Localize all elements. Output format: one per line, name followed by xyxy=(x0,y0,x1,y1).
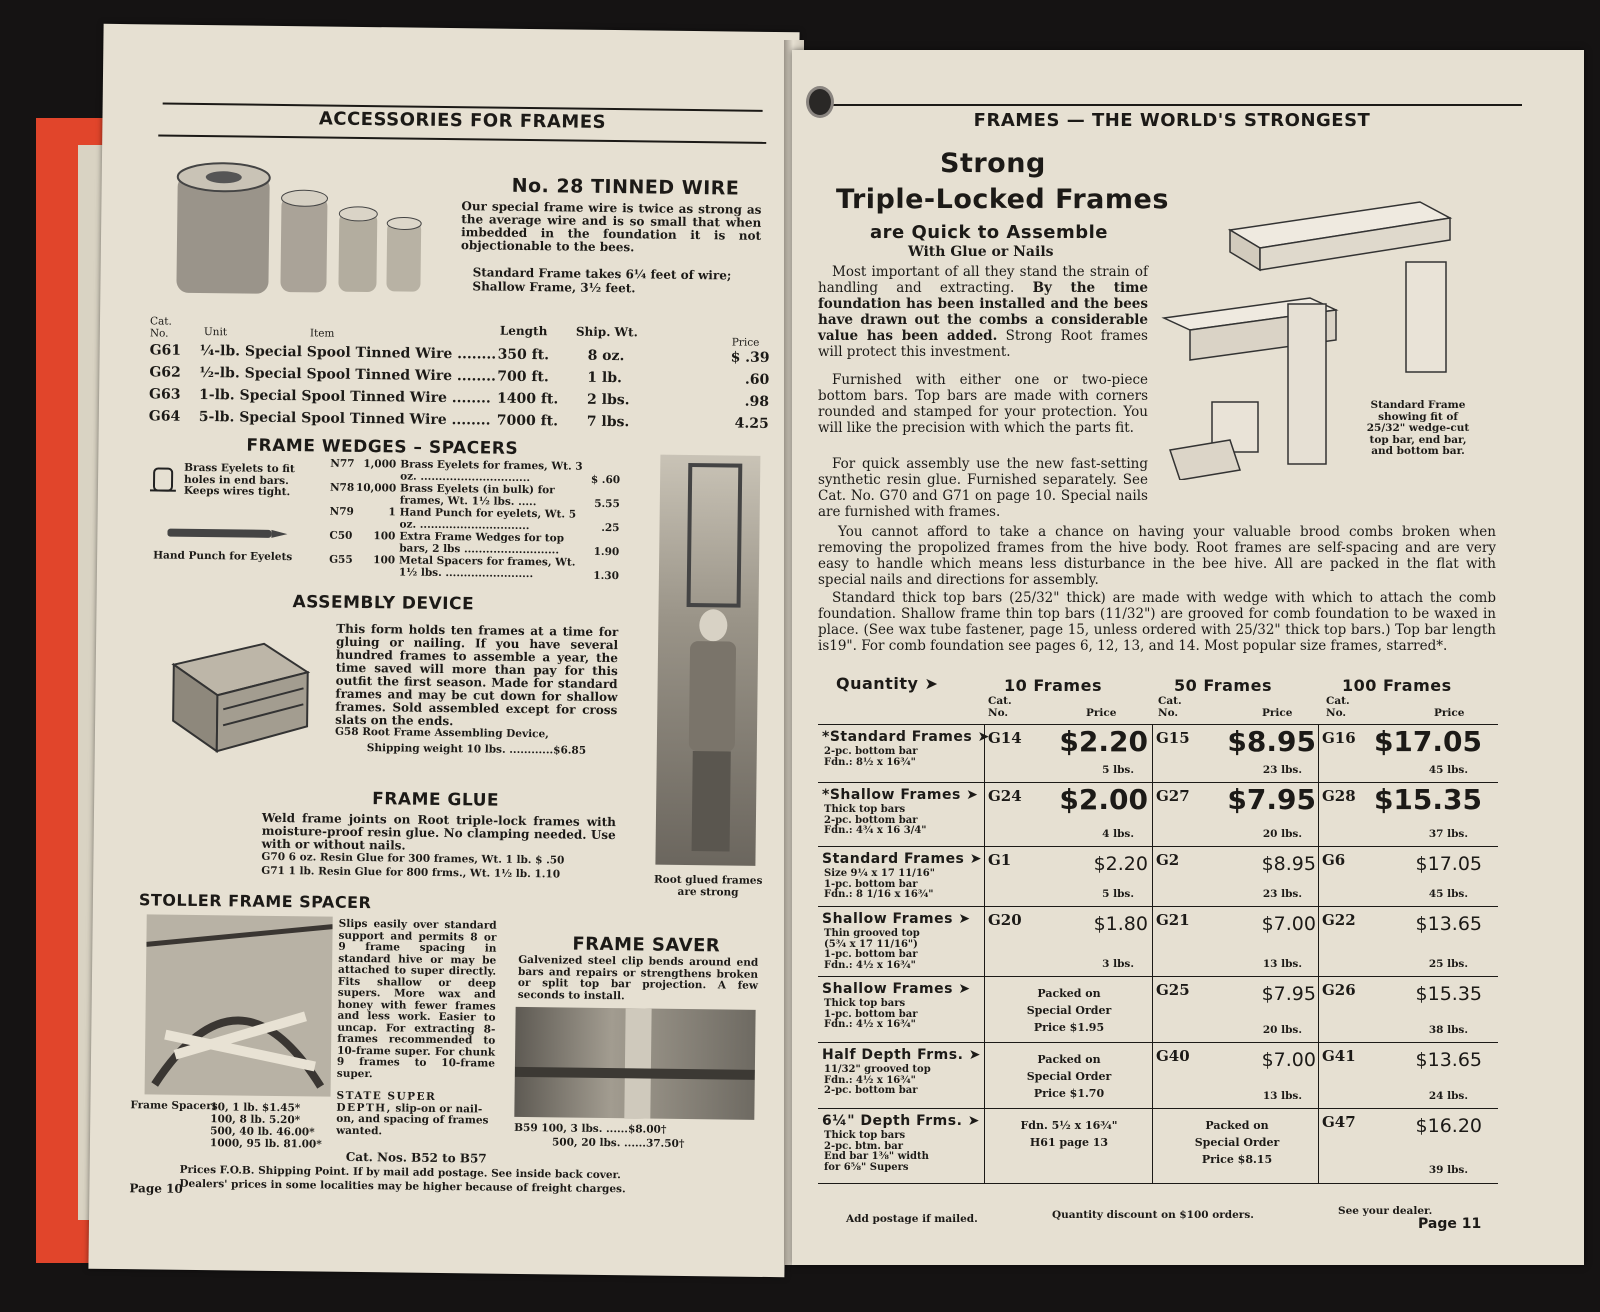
wedge-price: .25 xyxy=(601,521,620,534)
frame-cat-no: G41 xyxy=(1322,1047,1356,1065)
quantity-arrow-icon: ➤ xyxy=(918,674,939,693)
wedge-desc: Hand Punch for eyelets, Wt. 5 oz. .............................. xyxy=(399,506,577,532)
wire-weight: 2 lbs. xyxy=(586,391,630,409)
frame-price: $2.20 xyxy=(1093,853,1148,875)
wedge-desc: Extra Frame Wedges for top bars, 2 lbs .......................... xyxy=(399,530,565,556)
wedge-desc: Metal Spacers for frames, Wt. 1½ lbs. ........................ xyxy=(398,554,576,580)
saver-description: Galvenized steel clip bends around end bars and repairs or strengthens broken or split top bar projection. A few seconds to install. xyxy=(517,953,759,1002)
catno-header-2: Cat. No. xyxy=(1158,695,1182,719)
wire-col-ship: Ship. Wt. xyxy=(575,324,638,340)
wedge-cat: N77 xyxy=(330,457,355,470)
wire-cat: G61 xyxy=(149,342,182,359)
right-title-frames: Triple-Locked Frames xyxy=(836,184,1169,215)
special-order-line: Price $1.70 xyxy=(1033,1087,1105,1100)
glue-title: FRAME GLUE xyxy=(372,789,500,811)
arrow-icon: ➤ xyxy=(952,911,971,927)
special-order-line: Packed on xyxy=(1037,1053,1101,1066)
table-row xyxy=(818,906,1498,977)
stoller-state xyxy=(336,1091,495,1139)
frame-weight: 45 lbs. xyxy=(1428,764,1468,776)
column-divider xyxy=(1318,977,1319,1043)
frame-type-name xyxy=(822,981,971,997)
frame-saver-photo xyxy=(514,1007,755,1120)
frame-spec xyxy=(824,869,935,901)
group-10-frames: 10 Frames xyxy=(1004,676,1102,695)
wire-length: 350 ft. xyxy=(497,346,550,364)
frame-spec xyxy=(824,747,918,768)
frame-weight: 25 lbs. xyxy=(1428,958,1468,970)
frame-price: $15.35 xyxy=(1415,983,1482,1005)
table-row xyxy=(818,976,1498,1043)
spacer-price: 10, 1 lb. $1.45* xyxy=(210,1101,301,1115)
frame-price: $2.00 xyxy=(1059,783,1148,816)
wedge-desc: Brass Eyelets (in bulk) for frames, Wt. 1½ lbs. ..... xyxy=(399,482,555,508)
glue-row-g70: G70 6 oz. Resin Glue for 300 frames, Wt. 1 lb. $ .50 xyxy=(261,850,565,867)
frame-spec xyxy=(824,999,918,1031)
wire-weight: 1 lb. xyxy=(587,369,623,387)
left-page xyxy=(88,24,799,1277)
table-row xyxy=(818,846,1498,907)
special-order-line: Packed on xyxy=(1205,1119,1269,1132)
eyelet-caption: Brass Eyelets to fit holes in end bars. Keeps wires tight. xyxy=(183,461,295,499)
wire-item: 5-lb. Special Spool Tinned Wire ........ xyxy=(198,408,491,429)
column-divider xyxy=(1152,907,1153,977)
wedge-cat: G55 xyxy=(329,553,353,566)
frame-cat-no: G22 xyxy=(1322,911,1356,929)
special-order-line: H61 page 13 xyxy=(1029,1136,1109,1149)
assembly-description: This form holds ten frames at a time for gluing or nailing. If you have several hundred frames to assemble a year, the time saved will more than pay for this outfit the first season. Made for standard frames and may be cut down for shallow frames. Sold assembled except for cross slats on the ends. xyxy=(335,621,619,729)
price-header-2: Price xyxy=(1262,707,1293,719)
wire-price: .60 xyxy=(744,371,770,388)
frame-weight: 13 lbs. xyxy=(1262,1090,1302,1102)
assembly-cat-line1: G58 Root Frame Assembling Device, xyxy=(334,725,549,741)
spacer-label: Frame Spacers xyxy=(130,1099,218,1113)
right-para-2: Furnished with either one or two-piece bottom bars. Top bars are made with corners rounded and stamped for your protection. You will like the precision with which the parts fit. xyxy=(818,372,1148,436)
frame-type-label: *Shallow Frames xyxy=(822,787,961,803)
wedge-cat: N78 xyxy=(329,481,355,494)
left-header: ACCESSORIES FOR FRAMES xyxy=(318,108,607,133)
frame-cat-no: G21 xyxy=(1156,911,1190,929)
frame-cat-no: G2 xyxy=(1156,851,1180,869)
arrow-icon: ➤ xyxy=(972,729,990,745)
hand-punch-icon xyxy=(167,525,287,542)
right-page-number: Page 11 xyxy=(1418,1216,1482,1232)
frame-cat-no: G40 xyxy=(1156,1047,1190,1065)
right-header: FRAMES — THE WORLD'S STRONGEST xyxy=(973,110,1371,131)
frame-spec-line: for 6⅝" Supers xyxy=(824,1161,909,1173)
price-header-1: Price xyxy=(1086,707,1117,719)
stoller-state-label: STATE SUPER DEPTH, xyxy=(336,1089,437,1114)
special-order-note xyxy=(1156,1117,1318,1168)
frame-type-name xyxy=(822,729,990,745)
wire-note-standard: Standard Frame takes 6¼ feet of wire; xyxy=(472,265,732,283)
assembly-device-image xyxy=(163,625,315,757)
para1-b: By the time foundation has been installed and the bees have drawn out the combs a considerable value has been added. xyxy=(818,280,1148,344)
wire-col-catno: Cat. No. xyxy=(149,315,172,340)
wire-price: $ .39 xyxy=(730,349,770,366)
column-divider xyxy=(1318,783,1319,847)
frame-weight: 5 lbs. xyxy=(1102,764,1134,776)
frame-price: $13.65 xyxy=(1415,1049,1482,1071)
frame-price: $13.65 xyxy=(1415,913,1482,935)
binding-hole xyxy=(806,86,834,118)
frame-cat-no: G27 xyxy=(1156,787,1190,805)
special-order-line: Price $1.95 xyxy=(1033,1021,1105,1034)
frame-price: $7.00 xyxy=(1261,1049,1316,1071)
frame-weight: 20 lbs. xyxy=(1262,828,1302,840)
wire-cat: G63 xyxy=(149,386,181,403)
wedge-desc: Brass Eyelets for frames, Wt. 3 oz. .............................. xyxy=(400,458,583,484)
frame-weight: 20 lbs. xyxy=(1262,1024,1302,1036)
frame-type-label: 6¼" Depth Frms. xyxy=(822,1113,963,1129)
special-order-note xyxy=(988,985,1150,1036)
right-title-glue: With Glue or Nails xyxy=(908,244,1054,260)
column-divider xyxy=(984,1043,985,1109)
saver-row-500: 500, 20 lbs. ......37.50† xyxy=(551,1136,685,1150)
frame-cat-no: G24 xyxy=(988,787,1022,805)
punch-caption: Hand Punch for Eyelets xyxy=(153,549,293,564)
frame-spec xyxy=(824,805,927,837)
table-row xyxy=(329,555,619,583)
frame-type-label: Shallow Frames xyxy=(822,981,953,997)
wire-cat: G62 xyxy=(149,364,181,381)
table-row xyxy=(818,724,1498,783)
footer-dealer: See your dealer. xyxy=(1338,1205,1433,1217)
frame-type-label: Shallow Frames xyxy=(822,911,953,927)
frame-spec-line: Fdn.: 4¾ x 16 3/4" xyxy=(824,825,927,836)
frame-weight: 39 lbs. xyxy=(1428,1164,1468,1176)
special-order-note xyxy=(988,1117,1150,1151)
eyelet-icon xyxy=(150,464,176,494)
wedge-price: 1.90 xyxy=(593,545,620,558)
arrow-icon: ➤ xyxy=(964,851,983,867)
column-divider xyxy=(984,725,985,783)
table-row xyxy=(818,1108,1498,1184)
glue-row-g71: G71 1 lb. Resin Glue for 800 frms., Wt. 1½ lb. 1.10 xyxy=(261,864,561,881)
frame-spec-line: Fdn.: 8½ x 16¾" xyxy=(824,756,916,768)
column-divider xyxy=(984,977,985,1043)
right-para-1 xyxy=(818,264,1148,360)
left-page-number: Page 10 xyxy=(129,1181,183,1196)
table-row xyxy=(330,483,620,511)
table-body xyxy=(818,724,1498,1244)
frame-cat-no: G25 xyxy=(1156,981,1190,999)
frame-cat-no: G20 xyxy=(988,911,1022,929)
frame-spec-line: (5¾ x 17 11/16") xyxy=(824,938,918,950)
quantity-text: Quantity xyxy=(836,674,919,693)
column-divider xyxy=(1318,1109,1319,1183)
frame-spacer-photo xyxy=(145,914,333,1096)
wedge-qty: 100 xyxy=(373,554,396,567)
frame-type-label: Standard Frames xyxy=(822,851,965,867)
wire-weight: 7 lbs. xyxy=(586,413,630,431)
frame-cat-no: G15 xyxy=(1156,729,1190,747)
frame-weight: 24 lbs. xyxy=(1428,1090,1468,1102)
frame-spec-line: End bar 1⅜" width xyxy=(824,1151,929,1162)
frame-weight: 23 lbs. xyxy=(1262,764,1302,776)
frame-weight: 4 lbs. xyxy=(1102,828,1134,840)
frame-type-name xyxy=(822,851,982,867)
stoller-description: Slips easily over standard support and permits 8 or 9 frame spacing in standard hive or may be attached to super directly. Fits shallow or deep supers. More wax and honey with fewer frames and less work. Easier to uncap. For extracting 8-frames recommended to 10-frame super. For chunk 9 frames to 10-frame super. xyxy=(336,917,497,1080)
frame-type-label: *Standard Frames xyxy=(822,729,973,745)
frame-spec-line: Fdn.: 4½ x 16¾" xyxy=(824,1074,916,1086)
right-page xyxy=(792,50,1584,1265)
frame-weight: 23 lbs. xyxy=(1262,888,1302,900)
frame-price: $1.80 xyxy=(1093,913,1148,935)
frame-weight: 3 lbs. xyxy=(1102,958,1134,970)
frame-spec-line: Fdn.: 4½ x 16¾" xyxy=(824,959,916,971)
wedge-qty: 1,000 xyxy=(363,458,397,471)
frame-cat-no: G47 xyxy=(1322,1113,1356,1131)
frame-price: $2.20 xyxy=(1059,725,1148,758)
special-order-line: Special Order xyxy=(1026,1004,1112,1017)
arrow-icon: ➤ xyxy=(952,981,971,997)
right-title-quick: are Quick to Assemble xyxy=(870,222,1109,243)
frame-weight: 13 lbs. xyxy=(1262,958,1302,970)
wire-length: 700 ft. xyxy=(497,368,549,386)
column-divider xyxy=(1152,783,1153,847)
wedge-price: $ .60 xyxy=(590,473,621,486)
footer-dealers: Dealers' prices in some localities may be higher because of freight charges. xyxy=(179,1177,626,1196)
wire-note-shallow: Shallow Frame, 3½ feet. xyxy=(472,279,636,296)
special-order-line: Price $8.15 xyxy=(1201,1153,1273,1166)
wire-item: ½-lb. Special Spool Tinned Wire ........ xyxy=(199,364,497,385)
wire-title: No. 28 TINNED WIRE xyxy=(511,174,740,200)
table-row xyxy=(818,1042,1498,1109)
stoller-title: STOLLER FRAME SPACER xyxy=(138,890,372,913)
special-order-note xyxy=(988,1051,1150,1102)
wedge-price: 1.30 xyxy=(593,569,620,582)
frame-spec-line: 1-pc. bottom bar xyxy=(824,1008,918,1020)
glued-frame-caption: Root glued frames are strong xyxy=(653,873,763,899)
group-50-frames: 50 Frames xyxy=(1174,676,1272,695)
wedge-qty: 100 xyxy=(373,530,396,543)
wire-table xyxy=(149,342,770,438)
column-divider xyxy=(1318,847,1319,907)
arrow-icon: ➤ xyxy=(962,1113,980,1129)
spacer-prices xyxy=(210,1101,322,1150)
frame-spec-line: 11/32" grooved top xyxy=(824,1064,931,1075)
spacer-price: 1000, 95 lb. 81.00* xyxy=(209,1137,322,1151)
column-divider xyxy=(1318,907,1319,977)
frame-spec-line: 2-pc. btm. bar xyxy=(824,1140,904,1152)
header-rule-bottom xyxy=(158,134,766,143)
special-order-line: Special Order xyxy=(1194,1136,1280,1149)
wire-spools-image xyxy=(168,155,430,308)
column-divider xyxy=(1152,977,1153,1043)
frame-type-label: Half Depth Frms. xyxy=(822,1047,964,1063)
frame-spec-line: 1-pc. bottom bar xyxy=(824,878,918,890)
frame-type-name xyxy=(822,1047,981,1063)
frame-cat-no: G6 xyxy=(1322,851,1346,869)
frame-price: $7.95 xyxy=(1227,783,1316,816)
frame-spec-line: Thick top bars xyxy=(824,1130,906,1141)
footer-fob: Prices F.O.B. Shipping Point. If by mail add postage. See inside back cover. xyxy=(179,1163,621,1182)
wire-item: 1-lb. Special Spool Tinned Wire ........ xyxy=(199,386,491,407)
column-divider xyxy=(1152,725,1153,783)
right-para-5: Standard thick top bars (25/32" thick) are made with wedge with which to attach the comb foundation. Shallow frame thin top bars (11/32") are grooved for comb foundation to be waxed in place. (See wax tube fastener, page 15, unless ordered with 25/32" thick top bars.) Top bar length is19". For comb foundation see pages 6, 12, 13, and 14. Most popular size frames, starred*. xyxy=(818,590,1496,654)
spacer-price: 500, 40 lb. 46.00* xyxy=(210,1125,315,1139)
wire-price: 4.25 xyxy=(734,415,769,432)
frame-type-name xyxy=(822,787,978,803)
column-divider xyxy=(984,907,985,977)
para1-a: Most important of all they stand the strain of handling and extracting. xyxy=(818,264,1148,296)
frame-type-name xyxy=(822,911,971,927)
frame-spec xyxy=(824,929,920,971)
column-divider xyxy=(1152,847,1153,907)
right-para-3: For quick assembly use the new fast-setting synthetic resin glue. Furnished separately. See Cat. No. G70 and G71 on page 10. Special nails are furnished with frames. xyxy=(818,456,1148,520)
wire-col-unit: Unit xyxy=(203,326,228,339)
wedges-title: FRAME WEDGES – SPACERS xyxy=(246,435,519,459)
column-divider xyxy=(1152,1043,1153,1109)
wire-item: ¼-lb. Special Spool Tinned Wire ........ xyxy=(199,342,497,363)
column-divider xyxy=(1152,1109,1153,1183)
frame-price: $17.05 xyxy=(1373,725,1482,758)
special-order-line: Special Order xyxy=(1026,1070,1112,1083)
right-header-rule-top xyxy=(822,104,1522,106)
frame-weight: 45 lbs. xyxy=(1428,888,1468,900)
wedges-table xyxy=(329,459,620,583)
wire-col-price: Price xyxy=(731,336,760,349)
frame-weight: 5 lbs. xyxy=(1102,888,1134,900)
glue-description: Weld frame joints on Root triple-lock frames with moisture-proof resin glue. No clamping needed. Use with or without nails. xyxy=(261,810,617,853)
para1-c: Strong Root frames will protect this investment. xyxy=(818,328,1148,360)
wedge-qty: 1 xyxy=(388,506,396,519)
frame-spec-line: Fdn.: 4½ x 16¾" xyxy=(824,1019,916,1030)
footer-postage: Add postage if mailed. xyxy=(846,1213,978,1225)
frame-weight: 37 lbs. xyxy=(1428,828,1468,840)
frame-price: $7.95 xyxy=(1261,983,1316,1005)
price-header-3: Price xyxy=(1434,707,1465,719)
assembly-title: ASSEMBLY DEVICE xyxy=(292,592,475,615)
frame-price: $17.05 xyxy=(1415,853,1482,875)
wire-length: 1400 ft. xyxy=(496,390,559,408)
frame-spec xyxy=(824,1131,929,1173)
diagram-caption: Standard Frame showing fit of 25/32" wedge-cut top bar, end bar, and bottom bar. xyxy=(1366,399,1470,457)
catno-header-3: Cat. No. xyxy=(1326,695,1350,719)
arrow-icon: ➤ xyxy=(960,787,979,803)
frame-weight: 38 lbs. xyxy=(1428,1024,1468,1036)
stoller-cat-nos: Cat. Nos. B52 to B57 xyxy=(345,1149,487,1166)
group-100-frames: 100 Frames xyxy=(1342,676,1452,695)
frame-price: $8.95 xyxy=(1261,853,1316,875)
glued-frame-photo xyxy=(655,455,760,866)
frame-spec-line: 2-pc. bottom bar xyxy=(824,746,918,757)
arrow-icon: ➤ xyxy=(963,1047,982,1063)
frame-cat-no: G1 xyxy=(988,851,1012,869)
frame-spec-line: Thick top bars xyxy=(824,804,906,815)
footer-discount: Quantity discount on $100 orders. xyxy=(1052,1209,1254,1221)
wire-col-item: Item xyxy=(309,327,335,340)
wire-length: 7000 ft. xyxy=(496,412,559,430)
column-divider xyxy=(1318,1043,1319,1109)
wedge-cat: N79 xyxy=(329,505,354,518)
frame-cat-no: G14 xyxy=(988,729,1022,747)
wedge-price: 5.55 xyxy=(594,497,620,510)
special-order-line: Packed on xyxy=(1037,987,1101,1000)
special-order-line: Fdn. 5½ x 16¾" xyxy=(1020,1119,1118,1132)
saver-row-b59: B59 100, 3 lbs. ......$8.00† xyxy=(514,1121,667,1136)
frame-spec-line: Size 9¼ x 17 11/16" xyxy=(824,868,935,879)
quantity-label xyxy=(836,674,938,693)
wedge-qty: 10,000 xyxy=(355,481,397,495)
frame-spec-line: Thick top bars xyxy=(824,998,906,1009)
column-divider xyxy=(1318,725,1319,783)
frame-spec-line: Fdn.: 8 1/16 x 16¾" xyxy=(824,889,934,900)
spacer-price: 100, 8 lb. 5.20* xyxy=(210,1113,301,1127)
frame-cat-no: G26 xyxy=(1322,981,1356,999)
frame-price: $15.35 xyxy=(1373,783,1482,816)
right-para-4: You cannot afford to take a chance on having your valuable brood combs broken when removing the propolized frames from the hive body. Root frames are self-spacing and are very easy to handle which means less disturbance in the bee hive. All are packed in the flat with special nails and directions for assembly. xyxy=(818,524,1496,588)
column-divider xyxy=(984,847,985,907)
frame-cat-no: G28 xyxy=(1322,787,1356,805)
wire-price: .98 xyxy=(744,393,770,410)
right-title-strong: Strong xyxy=(940,148,1046,179)
frame-cat-no: G16 xyxy=(1322,729,1356,747)
frame-price: $16.20 xyxy=(1415,1115,1482,1137)
assembly-cat-line2: Shipping weight 10 lbs. ............$6.85 xyxy=(366,742,587,757)
frame-spec-line: 1-pc. bottom bar xyxy=(824,949,918,960)
column-divider xyxy=(984,783,985,847)
frame-type-name xyxy=(822,1113,980,1129)
wire-cat: G64 xyxy=(148,408,181,425)
wire-description: Our special frame wire is twice as strong as the average wire and is so small that when imbedded in the foundation it is not objectionable to the bees. xyxy=(460,199,762,255)
column-divider xyxy=(984,1109,985,1183)
wedge-cat: C50 xyxy=(329,529,353,542)
wire-weight: 8 oz. xyxy=(587,347,625,365)
frame-spec-line: 2-pc. bottom bar xyxy=(824,1085,918,1096)
frame-price: $7.00 xyxy=(1261,913,1316,935)
saver-title: FRAME SAVER xyxy=(572,933,721,957)
stoller-state-tail: slip-on or nail-on, and spacing of frames wanted. xyxy=(336,1101,489,1137)
frame-spec-line: Thin grooved top xyxy=(824,928,920,939)
table-row xyxy=(818,782,1498,847)
catno-header-1: Cat. No. xyxy=(988,695,1012,719)
frame-spec xyxy=(824,1065,931,1097)
wire-col-length: Length xyxy=(499,323,548,339)
frame-price: $8.95 xyxy=(1227,725,1316,758)
frame-spec-line: 2-pc. bottom bar xyxy=(824,814,918,826)
